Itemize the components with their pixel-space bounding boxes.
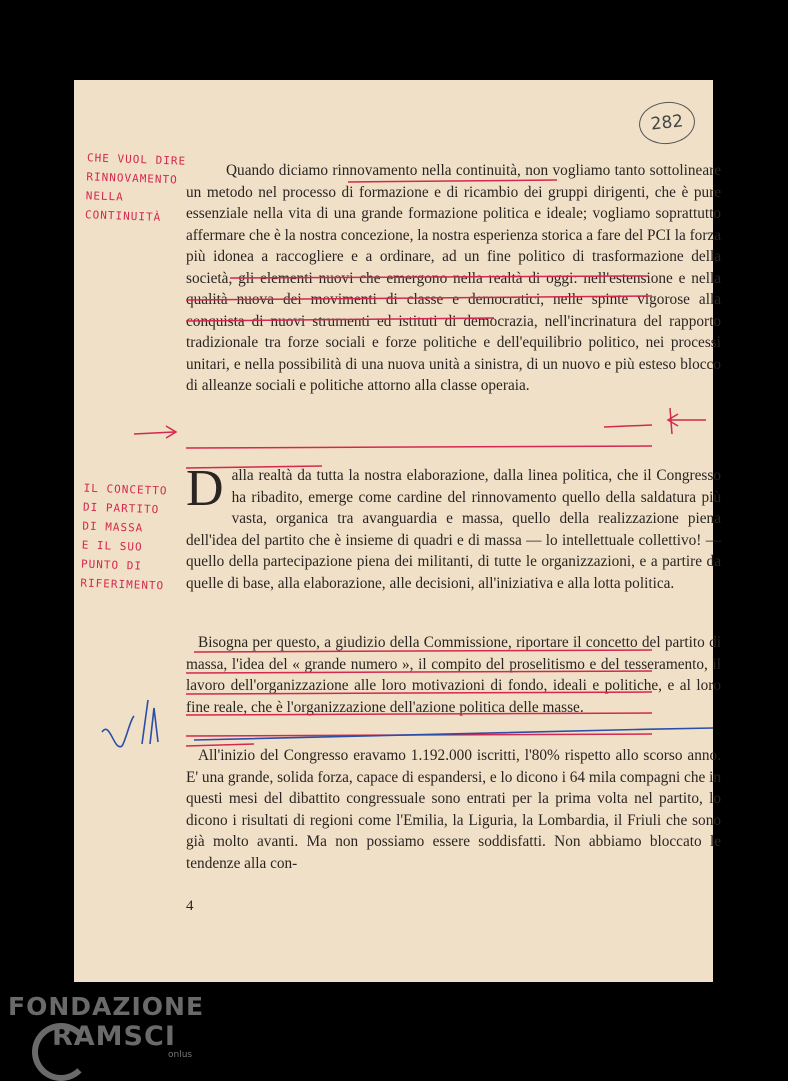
paragraph-2 xyxy=(186,460,721,594)
document-page xyxy=(74,80,721,982)
page-number: 4 xyxy=(186,898,194,914)
fondazione-gramsci-logo xyxy=(8,992,205,1060)
paragraph-2-text: alla realtà da tutta la nostra elaborazione, dalla linea politica, che il Congresso ha ribadito, emerge come cardine del rinnovamento quello della saldatura più vasta, organica tra avanguardia e massa, quello della realizzazione piena dell'idea del partito che è insieme di quadri e di massa — lo intellettuale collettivo! — quello della partecipazione piena dei militanti, di tutte le organizzazioni, e a partire da quelle di base, alla elaborazione, alle decisioni, all'iniziativa e alla lotta politica. xyxy=(186,467,721,592)
logo-subtitle: onlus xyxy=(168,1050,193,1060)
handwritten-note-top: CHE VUOL DIRE RINNOVAMENTO NELLA CONTINUITÀ xyxy=(84,151,187,224)
margin-bar xyxy=(670,408,672,434)
arrow-left-icon xyxy=(668,414,706,426)
blue-line xyxy=(194,728,713,740)
paragraph-4: All'inizio del Congresso eravamo 1.192.000 iscritti, l'80% rispetto allo scorso anno. E' una grande, solida forza, capace di espandersi, e lo dicono i 64 mila compagni che in questi mesi del dibattito congressuale sono entrati per la prima volta nel partito, lo dicono i risultati di regioni come l'Emilia, la Liguria, la Lombardia, il Friuli che sono già molto avanti. Ma non possiamo essere soddisfatti. Non abbiamo bloccato le tendenze alla con- xyxy=(186,747,721,872)
arrow-right-icon xyxy=(134,426,176,438)
drop-cap: D xyxy=(186,460,224,517)
blue-tally-mark xyxy=(142,700,158,744)
underline-5 xyxy=(604,425,652,427)
paragraph-3: Bisogna per questo, a giudizio della Commissione, riportare il concetto del partito di massa, l'idea del « grande numero », il compito del proselitismo e del tesseramento, il lavoro dell'organizzazione alle loro motivazioni di fondo, ideali e politiche, e al loro fine reale, che è l'organizzazione dell'azione politica delle masse. xyxy=(186,634,721,716)
underline-6 xyxy=(186,446,652,448)
logo-g-circle-icon xyxy=(32,1023,90,1081)
underline-12 xyxy=(186,734,652,736)
paragraph-1: Quando diciamo rinnovamento nella continuità, non vogliamo tanto sottolineare un metodo nel processo di formazione e di ricambio dei gruppi dirigenti, che è pure essenziale nella vita di una grande formazione politica e ideale; vogliamo soprattutto affermare che è la nostra concezione, la nostra esperienza storica a fare del PCI la forza più idonea a raccogliere e a ordinare, ad un fine politico di trasformazione della società, gli elementi nuovi che emergono nella realtà di oggi: nell'estensione e nella qualità nuova dei movimenti di classe e democratici, nelle spinte vigorose alla conquista di nuovi strumenti ed istituti di democrazia, nell'incrinatura del rapporto tradizionale tra forze sociali e forze politiche e dell'equilibrio politico, nei processi unitari, e nella possibilità di una nuova unità a sinistra, di un nuovo e più esteso blocco di alleanze sociali e politiche attorno alla classe operaia. xyxy=(186,162,721,394)
logo-line-2: RAMSCI xyxy=(52,1021,176,1052)
handwritten-note-middle: IL CONCETTO DI PARTITO DI MASSA E IL SUO PUNTO DI RIFERIMENTO xyxy=(80,481,168,593)
logo-line-1: FONDAZIONE xyxy=(8,992,205,1021)
archive-number-stamp: 282 xyxy=(637,99,697,147)
blue-check-mark xyxy=(102,716,134,747)
